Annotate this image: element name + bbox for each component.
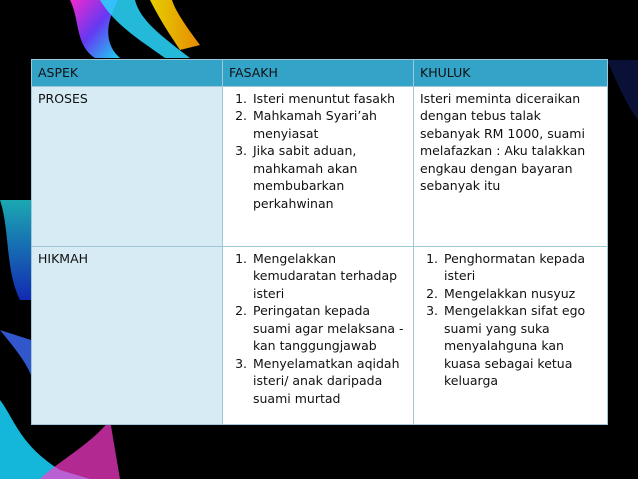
khuluk-cell: [414, 246, 608, 424]
header-aspek: ASPEK: [32, 60, 223, 87]
list-item: 3. Menyelamatkan aqidah isteri/ anak daripada suami murtad: [251, 355, 407, 408]
khuluk-list: [420, 250, 601, 390]
fasakh-cell: [223, 86, 414, 246]
khuluk-cell: Isteri meminta diceraikan dengan tebus talak sebanyak RM 1000, suami melafazkan : Aku talakkan engkau dengan bayaran sebanyak itu: [414, 86, 608, 246]
list-item: 2. Mahkamah Syari’ah menyiasat: [251, 107, 407, 142]
comparison-table: [31, 59, 608, 425]
list-item: 3. Jika sabit aduan, mahkamah akan membubarkan perkahwinan: [251, 142, 407, 212]
list-item: 1. Mengelakkan kemudaratan terhadap isteri: [251, 250, 407, 303]
header-khuluk: KHULUK: [414, 60, 608, 87]
list-item: 1. Isteri menuntut fasakh: [251, 90, 407, 108]
fasakh-list: [229, 250, 407, 408]
list-item: 3. Mengelakkan sifat ego suami yang suka menyalahguna kan kuasa sebagai ketua keluarga: [442, 302, 601, 390]
aspect-cell: PROSES: [32, 86, 223, 246]
fasakh-cell: [223, 246, 414, 424]
comparison-table-container: [31, 59, 607, 425]
table-row-proses: [32, 86, 608, 246]
table-header-row: [32, 60, 608, 87]
header-fasakh: FASAKH: [223, 60, 414, 87]
aspect-cell: HIKMAH: [32, 246, 223, 424]
table-row-hikmah: [32, 246, 608, 424]
list-item: 2. Peringatan kepada suami agar melaksana -kan tanggungjawab: [251, 302, 407, 355]
fasakh-list: [229, 90, 407, 213]
list-item: 2. Mengelakkan nusyuz: [442, 285, 601, 303]
list-item: 1. Penghormatan kepada isteri: [442, 250, 601, 285]
